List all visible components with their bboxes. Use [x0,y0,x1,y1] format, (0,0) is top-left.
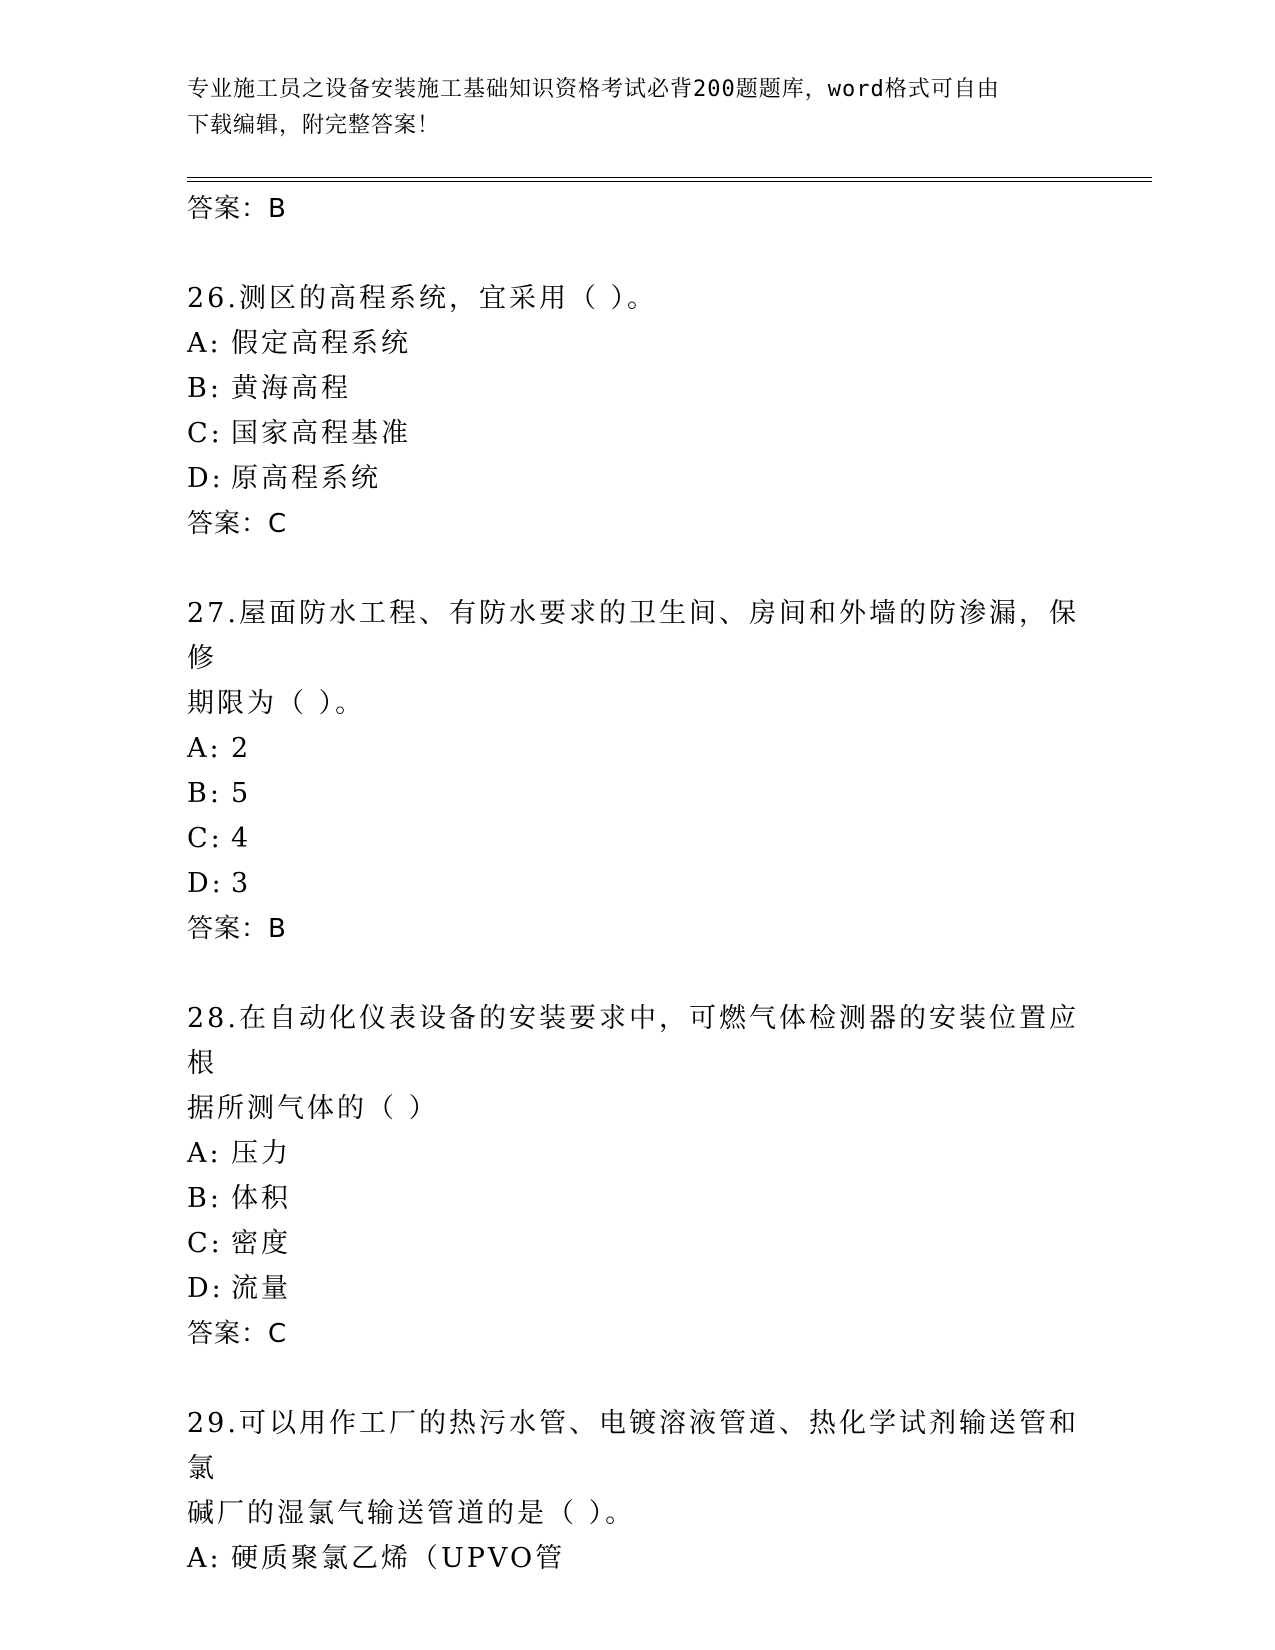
option-text: 4 [231,823,252,854]
question-stem-line: 27.屋面防水工程、有防水要求的卫生间、房间和外墙的防渗漏，保修 [187,598,1079,674]
option-d [187,456,1087,501]
option-letter: C: [187,1228,223,1259]
question-stem [187,276,1087,321]
option-text: 2 [231,733,252,764]
option-c [187,411,1087,456]
option-text: 压力 [231,1138,291,1169]
option-letter: A: [187,1138,222,1169]
option-text: 原高程系统 [231,463,381,494]
question-stem [187,591,1087,726]
header-divider [187,177,1152,182]
question-list [187,186,1087,1581]
option-text: 3 [231,868,252,899]
option-letter: D: [187,868,224,899]
answer-line: 答案：C [187,1319,288,1349]
page-header [187,72,1067,144]
spacer [187,232,1087,276]
option-c [187,816,1087,861]
option-a [187,726,1087,771]
option-letter: D: [187,1273,224,1304]
spacer [187,1357,1087,1401]
option-text: 5 [231,778,252,809]
option-text: 黄海高程 [231,373,351,404]
question-block [187,1357,1087,1581]
option-letter: B: [187,373,222,404]
option-a [187,321,1087,366]
header-line-2: 下载编辑，附完整答案！ [187,113,441,138]
option-text: 体积 [231,1183,291,1214]
option-letter: A: [187,1543,222,1574]
question-block [187,547,1087,952]
answer-line: 答案：B [187,914,287,944]
option-letter: A: [187,328,222,359]
header-line-1: 专业施工员之设备安装施工基础知识资格考试必背200题题库，word格式可自由 [187,77,1000,102]
option-b [187,771,1087,816]
option-d [187,1266,1087,1311]
option-letter: A: [187,733,222,764]
question-block [187,232,1087,547]
answer-line: 答案：B [187,194,287,224]
option-text: 假定高程系统 [231,328,411,359]
option-letter: B: [187,778,222,809]
option-a [187,1536,1087,1581]
spacer [187,547,1087,591]
option-letter: B: [187,1183,222,1214]
question-stem-line: 碱厂的湿氯气输送管道的是（ ）。 [187,1498,636,1529]
option-a [187,1131,1087,1176]
question-stem-line: 28.在自动化仪表设备的安装要求中，可燃气体检测器的安装位置应根 [187,1003,1079,1079]
question-stem [187,1401,1087,1536]
option-text: 密度 [231,1228,291,1259]
option-text: 流量 [231,1273,291,1304]
question-block [187,952,1087,1357]
question-stem [187,996,1087,1131]
option-text: 硬质聚氯乙烯（UPVO管 [231,1543,566,1574]
option-c [187,1221,1087,1266]
answer-line: 答案：C [187,509,288,539]
option-letter: C: [187,823,223,854]
question-stem-line: 期限为（ ）。 [187,688,366,719]
option-text: 国家高程基准 [231,418,411,449]
spacer [187,952,1087,996]
option-b [187,366,1087,411]
option-letter: D: [187,463,224,494]
question-stem-line: 29.可以用作工厂的热污水管、电镀溶液管道、热化学试剂输送管和氯 [187,1408,1079,1484]
option-b [187,1176,1087,1221]
question-stem-line: 据所测气体的（ ） [187,1093,439,1124]
option-d [187,861,1087,906]
option-letter: C: [187,418,223,449]
question-stem-line: 26.测区的高程系统，宜采用（ ）。 [187,283,658,314]
